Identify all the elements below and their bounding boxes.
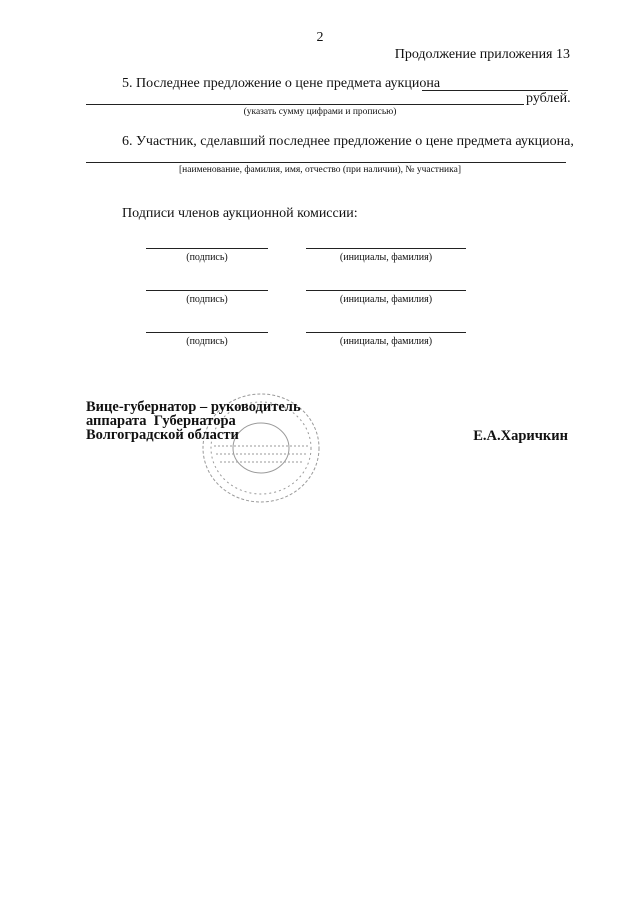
position-line-3: Волгоградской области <box>86 427 239 443</box>
item-6-blank <box>86 162 566 163</box>
item-5-text: 5. Последнее предложение о цене предмета аукциона <box>122 76 441 91</box>
item-6-hint: [наименование, фамилия, имя, отчество (при наличии), № участника] <box>179 165 461 175</box>
signatory-position <box>86 400 301 442</box>
page-number: 2 <box>316 30 324 45</box>
item-5-hint: (указать сумму цифрами и прописью) <box>243 107 397 117</box>
name-label: (инициалы, фамилия) <box>339 252 433 263</box>
name-line <box>306 248 466 249</box>
name-label: (инициалы, фамилия) <box>339 336 433 347</box>
signature-line <box>146 248 268 249</box>
name-line <box>306 290 466 291</box>
signatory-name: Е.А.Харичкин <box>473 428 568 444</box>
signature-line <box>146 290 268 291</box>
signature-label: (подпись) <box>186 252 228 263</box>
item-6-text: 6. Участник, сделавший последнее предложение о цене предмета аукциона, <box>122 134 574 149</box>
signature-line <box>146 332 268 333</box>
signatures-title: Подписи членов аукционной комиссии: <box>122 206 358 221</box>
name-label: (инициалы, фамилия) <box>339 294 433 305</box>
item-5-currency: рублей. <box>526 91 571 106</box>
name-line <box>306 332 466 333</box>
position-line-2: аппарата Губернатора <box>86 413 236 429</box>
signature-label: (подпись) <box>186 336 228 347</box>
signature-label: (подпись) <box>186 294 228 305</box>
position-line-1: Вице-губернатор – руководитель <box>86 399 301 415</box>
item-5-blank-full <box>86 104 524 105</box>
appendix-continuation: Продолжение приложения 13 <box>394 47 570 62</box>
